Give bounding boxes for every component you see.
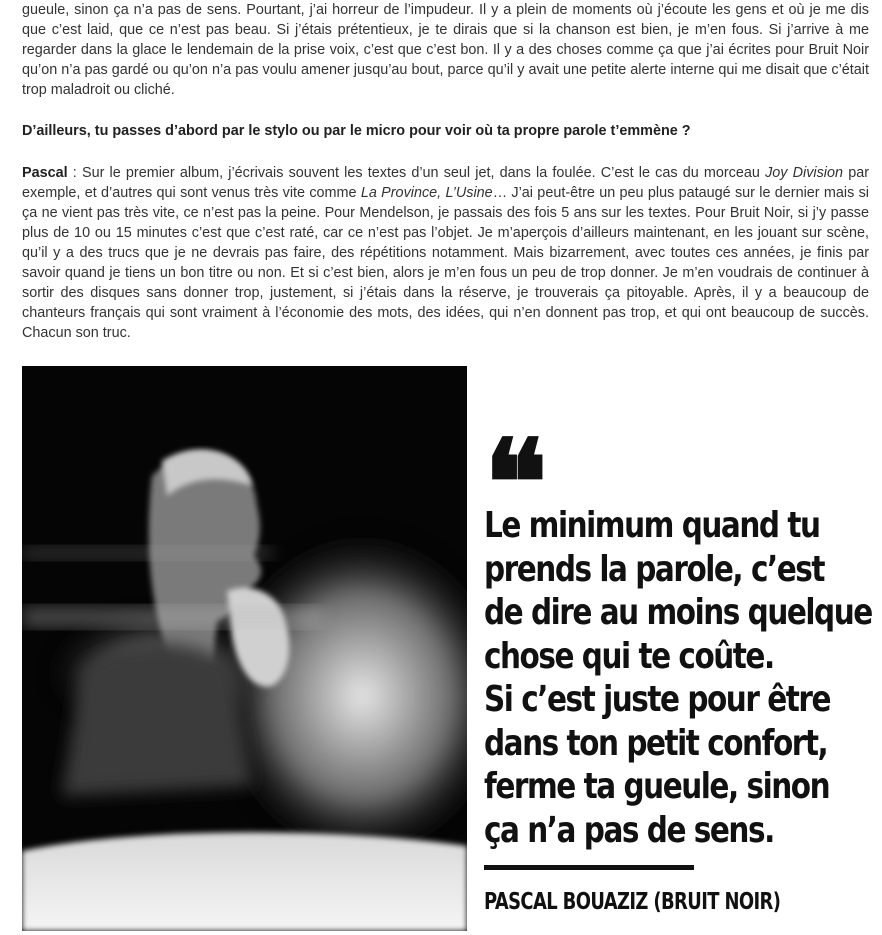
intro-paragraph: gueule, sinon ça n’a pas de sens. Pourtant, j’ai horreur de l’impudeur. Il y a plein de moments où j’écoute les gens et où je me dis que c’est laid, que ce n’est pas beau. Si j’étais prétentieux, je te dirais que si la chanson est bien, je m’en fous. Si j’arrive à me regarder dans la glace le lendemain de la prise voix, c’est que c’est bon. Il y a des choses comme ça que j’ai écrites pour Bruit Noir qu’on n’a pas gardé ou qu’on n’a pas voulu amener jusqu’au bout, parce qu’il y avait une petite alerte interne qui me disait que c’était trop maladroit ou cliché. — [22, 2, 869, 98]
quote-mark-icon: ❝ — [484, 413, 548, 552]
quote-figure — [22, 366, 872, 931]
answer-text-3: … J’ai peut-être un peu plus pataugé sur le dernier mais si ça ne vient pas très vite, ce n’est pas la peine. Pour Mendelson, je passais des fois 5 ans sur les textes. Pour Bruit Noir, si j’y passe plus de 10 ou 15 minutes c’est que c’est raté, car ce n’est pas l’objet. Je m’aperçois d’ailleurs maintenant, en les jouant sur scène, qu’il y a des trucs que je ne devrais pas faire, des répétitions notamment. Mais bizarrement, avec toutes ces années, je finis par savoir quand je tiens un bon titre ou non. Et si c’est bien, alors je m’en fous un peu de trop donner. Je m’en voudrais de continuer à sortir des disques sans donner trop, justement, si j’étais dans la réserve, je trouverais ça pitoyable. Après, il y a beaucoup de chanteurs français qui sont vraiment à l’économie des mots, des idées, qui n’en donnent pas trop, et qui ont beaucoup de succès. Chacun son truc. — [22, 185, 869, 341]
speaker-name: Pascal — [22, 165, 68, 181]
interview-answer — [22, 163, 869, 343]
answer-text-1: : Sur le premier album, j’écrivais souvent les textes d’un seul jet, dans la foulée. C’est le cas du morceau — [67, 165, 766, 181]
answer-text-2: par exemple, et d’autres qui sont venus très vite comme — [22, 165, 869, 201]
pull-quote-text: Le minimum quand tu prends la parole, c’est de dire au moins quelque chose qui te coûte. Si c’est juste pour être dans ton petit confort, ferme ta gueule, sinon ça n’a pas de sens. — [484, 505, 872, 851]
artist-photo — [22, 366, 467, 931]
interview-question: D’ailleurs, tu passes d’abord par le stylo ou par le micro pour voir où ta propre parole t’emmène ? — [22, 123, 691, 139]
song-titles: La Province, L’Usine — [360, 185, 493, 201]
pull-quote — [484, 366, 882, 931]
artist-photo-image — [22, 366, 467, 931]
quote-author: PASCAL BOUAZIZ (BRUIT NOIR) — [484, 889, 781, 915]
song-title-joy-division: Joy Division — [765, 165, 844, 181]
quote-divider — [484, 865, 694, 870]
